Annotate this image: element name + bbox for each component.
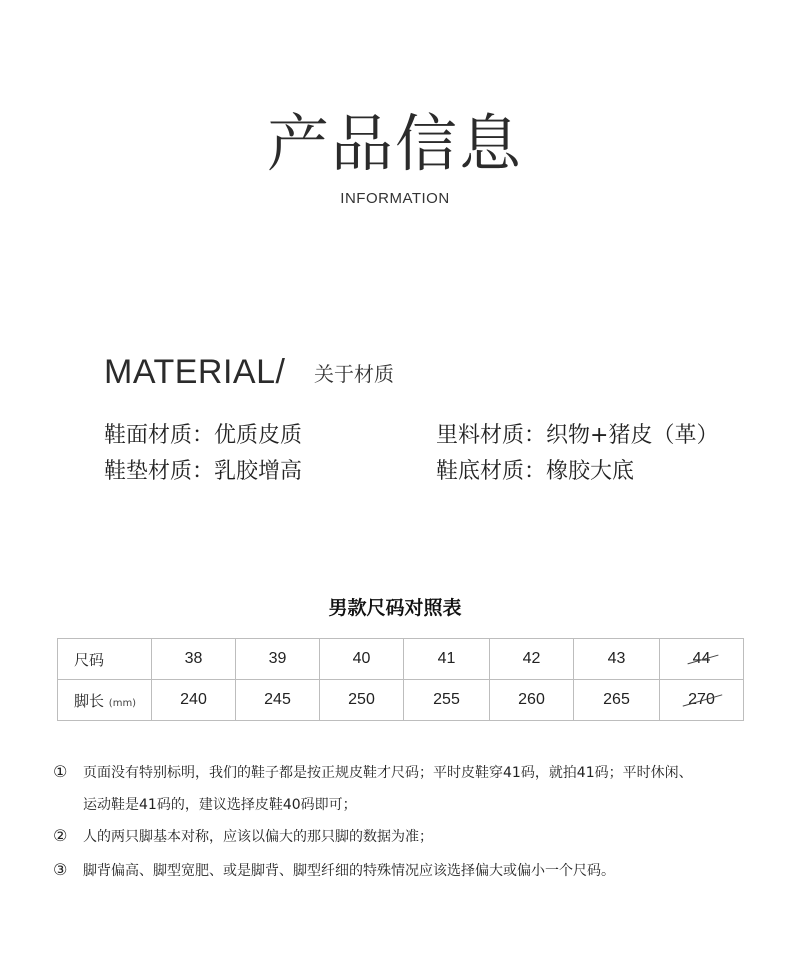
spec-value: 优质皮质	[214, 423, 303, 448]
length-cell-struck	[660, 680, 744, 721]
length-cell: 255	[404, 680, 490, 721]
spec-value: 乳胶增高	[214, 459, 303, 484]
note-1-line-1: 页面没有特别标明，我们的鞋子都是按正规皮鞋才尺码；平时皮鞋穿41码，就拍41码；平时休闲、	[83, 765, 693, 781]
struck-length: 270	[688, 691, 715, 708]
page-subtitle: INFORMATION	[340, 190, 450, 207]
size-table-title: 男款尺码对照表	[328, 597, 462, 619]
spec-value: 织物+猪皮（革）	[546, 423, 719, 448]
size-cell-struck	[660, 639, 744, 680]
note-marker-2: ②	[53, 826, 68, 845]
table-row	[58, 639, 744, 680]
length-cell: 260	[490, 680, 574, 721]
size-cell: 38	[152, 639, 236, 680]
length-label: 脚长	[74, 691, 105, 710]
length-cell: 265	[574, 680, 660, 721]
row-label-size: 尺码	[58, 639, 152, 680]
page-title: 产品信息	[266, 107, 523, 180]
size-cell: 39	[236, 639, 320, 680]
spec-upper	[104, 421, 302, 451]
spec-value: 橡胶大底	[546, 459, 635, 484]
struck-size: 44	[692, 650, 711, 667]
length-cell: 250	[320, 680, 404, 721]
size-cell: 41	[404, 639, 490, 680]
spec-lining	[436, 421, 718, 451]
spec-label: 鞋面材质：	[104, 423, 215, 448]
note-marker-1: ①	[53, 762, 68, 781]
note-3-line-1: 脚背偏高、脚型宽肥、或是脚背、脚型纤细的特殊情况应该选择偏大或偏小一个尺码。	[83, 863, 615, 879]
size-cell: 43	[574, 639, 660, 680]
size-cell: 42	[490, 639, 574, 680]
row-label-length	[58, 680, 152, 721]
size-table	[57, 638, 744, 721]
length-unit: (mm)	[108, 697, 137, 709]
length-cell: 245	[236, 680, 320, 721]
size-cell: 40	[320, 639, 404, 680]
table-row	[58, 680, 744, 721]
spec-insole	[104, 457, 302, 487]
note-2-line-1: 人的两只脚基本对称，应该以偏大的那只脚的数据为准；	[83, 829, 433, 845]
material-subheading: 关于材质	[314, 362, 394, 386]
note-1-line-2: 运动鞋是41码的，建议选择皮鞋40码即可；	[83, 797, 357, 813]
spec-label: 鞋垫材质：	[104, 459, 215, 484]
length-cell: 240	[152, 680, 236, 721]
spec-label: 里料材质：	[436, 423, 547, 448]
note-marker-3: ③	[53, 860, 68, 879]
spec-label: 鞋底材质：	[436, 459, 547, 484]
spec-outsole	[436, 457, 634, 487]
material-heading: MATERIAL/	[104, 353, 286, 391]
